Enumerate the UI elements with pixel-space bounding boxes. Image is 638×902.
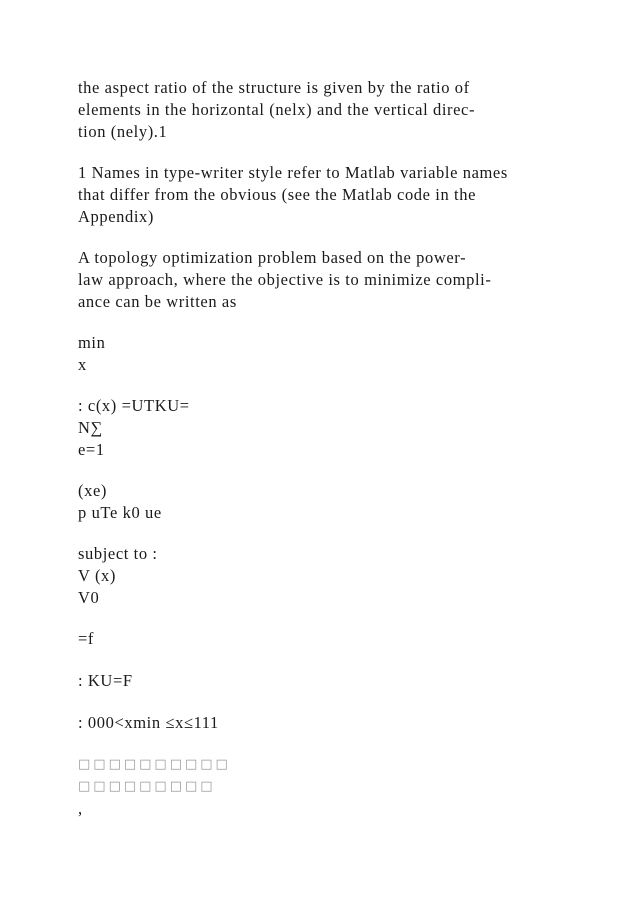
formula-bounds: : 000<xmin ≤x≤111 <box>78 713 219 732</box>
footnote-line-2: that differ from the obvious (see the Matlab code in the <box>78 185 477 204</box>
formula-objective: : c(x) =UTKU= <box>78 396 190 415</box>
formula-density: (xe) <box>78 481 107 500</box>
paragraph-1-line-1: the aspect ratio of the structure is given by the ratio of <box>78 78 470 97</box>
paragraph-2-line-2: law approach, where the objective is to minimize compli- <box>78 270 492 289</box>
formula-element-term: p uTe k0 ue <box>78 503 162 522</box>
formula-variable: x <box>78 355 87 374</box>
formula-volume-equals: =f <box>78 629 95 648</box>
trailing-comma: , <box>78 799 83 818</box>
footnote-line-1: 1 Names in type-writer style refer to Matlab variable names <box>78 163 508 182</box>
formula-volume-0: V0 <box>78 588 100 607</box>
paragraph-2-line-3: ance can be written as <box>78 292 237 311</box>
formula-sum-index: e=1 <box>78 440 105 459</box>
garbled-glyphs-row-1: □□□□□□□□□□ <box>78 757 231 772</box>
formula-subject-to: subject to : <box>78 544 158 563</box>
paragraph-2-line-1: A topology optimization problem based on the power- <box>78 248 467 267</box>
garbled-glyphs-row-2: □□□□□□□□□ <box>78 779 216 794</box>
footnote-line-3: Appendix) <box>78 207 154 226</box>
formula-sum-symbol: N∑ <box>78 418 103 437</box>
formula-volume: V (x) <box>78 566 116 585</box>
formula-equilibrium: : KU=F <box>78 671 133 690</box>
paragraph-1-line-3: tion (nely).1 <box>78 122 168 141</box>
paragraph-1-line-2: elements in the horizontal (nelx) and the vertical direc- <box>78 100 476 119</box>
formula-min: min <box>78 333 106 352</box>
